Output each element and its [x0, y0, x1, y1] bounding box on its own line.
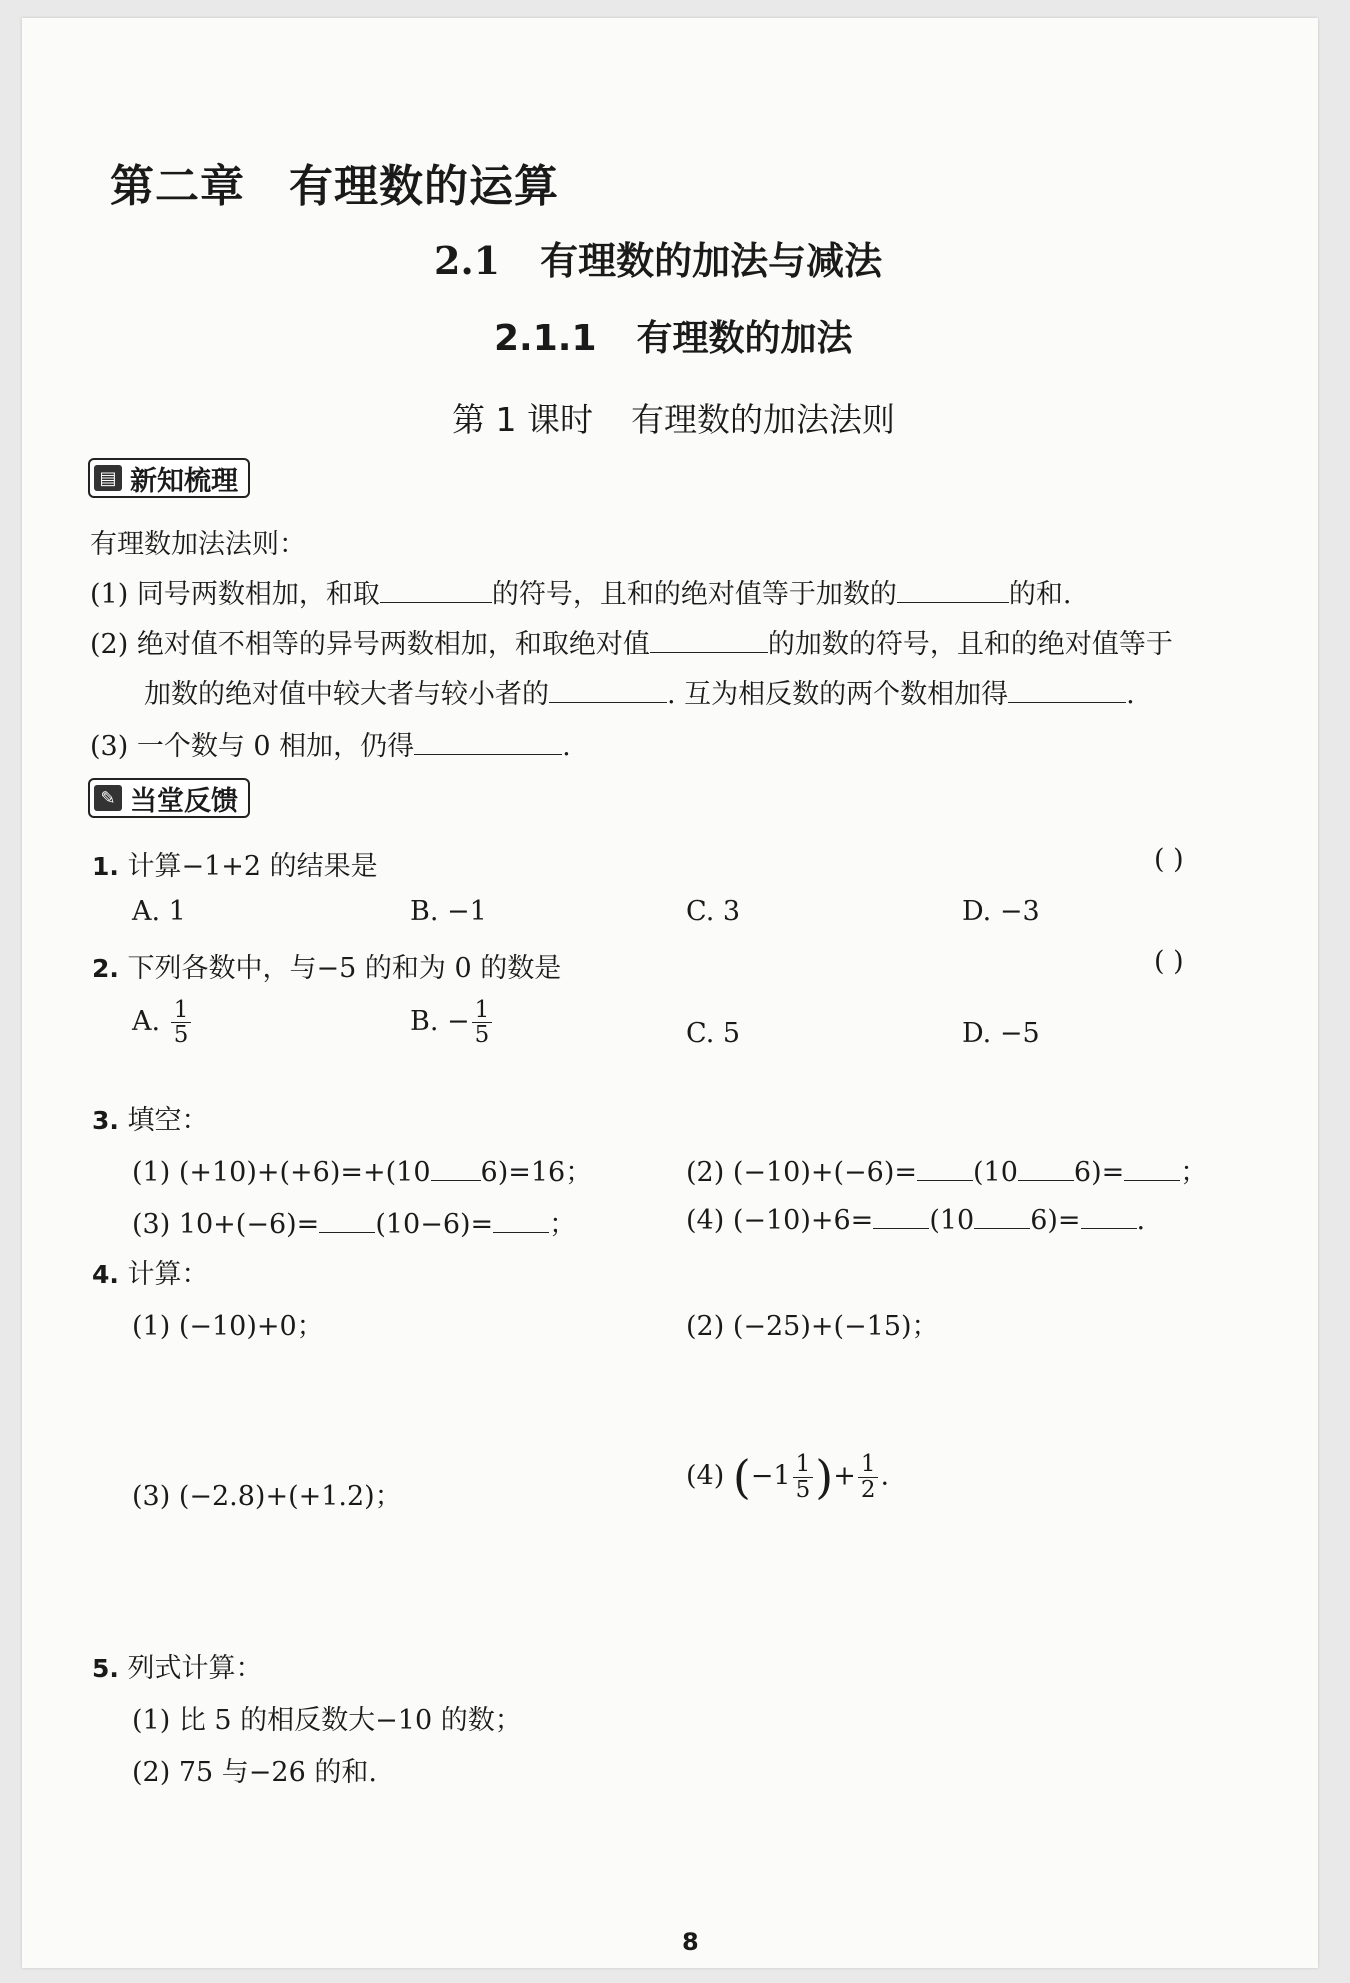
rule-3-text-b: . [562, 731, 571, 762]
fill-blank[interactable] [974, 1202, 1030, 1229]
fill-blank[interactable] [1081, 1202, 1137, 1229]
rule-2-cont [144, 672, 1135, 711]
option-2A[interactable] [132, 998, 193, 1047]
rule-2-text-d: . 互为相反数的两个数相加得 [667, 679, 1009, 710]
numerator: 1 [171, 998, 192, 1023]
denominator: 5 [474, 1022, 490, 1049]
calc-4-1: (1) (−10)+0； [132, 1311, 324, 1342]
fill-3-1 [132, 1150, 592, 1189]
numerator: 1 [858, 1452, 879, 1477]
question-5 [92, 1646, 263, 1685]
feedback-badge [88, 778, 250, 818]
rule-1-text-b: 的符号，且和的绝对值等于加数的 [491, 579, 897, 610]
rule-2-blank-3[interactable] [1008, 676, 1126, 703]
calc-4-2: (2) (−25)+(−15)； [686, 1311, 939, 1342]
question-number: 5. [92, 1654, 119, 1683]
numerator: 1 [793, 1452, 814, 1477]
rule-3 [90, 724, 571, 763]
fill-text: 6)= [1030, 1205, 1081, 1236]
denominator: 2 [860, 1476, 876, 1503]
period: . [880, 1460, 890, 1492]
question-text: 填空： [127, 1105, 209, 1136]
question-text: 计算： [127, 1259, 209, 1290]
knowledge-badge-label: 新知梳理 [130, 465, 238, 497]
question-text: 下列各数中，与−5 的和为 0 的数是 [127, 953, 562, 984]
fill-text: (3) 10+(−6)= [132, 1209, 320, 1240]
fill-text: (10−6)= [375, 1209, 494, 1240]
page [22, 18, 1318, 1968]
rule-3-text-a: (3) 一个数与 0 相加，仍得 [90, 731, 415, 762]
option-2B[interactable] [410, 998, 494, 1047]
fraction [858, 1452, 879, 1501]
rule-2-blank-2[interactable] [549, 676, 667, 703]
question-number: 3. [92, 1106, 119, 1135]
fill-text: 6)=16； [480, 1157, 593, 1188]
answer-paren-1[interactable]: ( ) [1154, 844, 1184, 875]
knowledge-intro: 有理数加法法则： [90, 529, 306, 560]
fill-text: (4) (−10)+6= [686, 1205, 874, 1236]
fill-blank[interactable] [1124, 1154, 1180, 1181]
fill-blank[interactable] [1018, 1154, 1074, 1181]
subsection-number: 2.1.1 [494, 318, 597, 359]
fill-blank[interactable] [431, 1154, 481, 1181]
chapter-title: 有理数的运算 [289, 161, 559, 212]
rule-1-text-a: (1) 同号两数相加，和取 [90, 579, 380, 610]
question-3 [92, 1098, 209, 1137]
calc-4-4 [686, 1450, 889, 1504]
fill-blank[interactable] [873, 1202, 929, 1229]
option-label: B. − [410, 1006, 470, 1038]
rule-1-blank-2[interactable] [897, 576, 1009, 603]
calc-5-2: (2) 75 与−26 的和. [132, 1757, 377, 1788]
subsection-title: 有理数的加法 [636, 318, 853, 359]
subsection-heading [494, 310, 853, 361]
rule-2-text-b: 的加数的符号，且和的绝对值等于 [767, 629, 1173, 660]
question-text: 计算−1+2 的结果是 [127, 851, 378, 882]
rule-2-text-e: . [1126, 679, 1135, 710]
fill-text: 6)= [1073, 1157, 1125, 1188]
rule-1 [90, 572, 1071, 611]
right-paren: ) [815, 1450, 834, 1504]
fraction [171, 998, 192, 1047]
question-2 [92, 946, 561, 985]
page-number: 8 [682, 1928, 699, 1956]
whole-part: −1 [750, 1460, 791, 1492]
calc-5-1: (1) 比 5 的相反数大−10 的数； [132, 1705, 522, 1736]
fill-text: . [1136, 1205, 1146, 1236]
option-2C[interactable]: C. 5 [686, 1018, 741, 1049]
option-1B[interactable]: B. −1 [410, 896, 487, 927]
option-label: A. [132, 1006, 161, 1038]
pen-icon: ✎ [94, 785, 122, 811]
fill-text: (10 [929, 1205, 975, 1236]
fraction [472, 998, 493, 1047]
fill-3-2 [686, 1150, 1207, 1189]
denominator: 5 [173, 1022, 189, 1049]
fill-3-4 [686, 1202, 1145, 1236]
numerator: 1 [472, 998, 493, 1023]
rule-2-text-c: 加数的绝对值中较大者与较小者的 [144, 679, 549, 710]
section-title: 有理数的加法与减法 [540, 238, 883, 283]
fraction [793, 1452, 814, 1501]
rule-2-blank-1[interactable] [650, 626, 768, 653]
fill-text: (1) (+10)+(+6)=+(10 [132, 1157, 431, 1188]
plus-sign: + [833, 1460, 856, 1492]
fill-text: (10 [973, 1157, 1018, 1188]
chapter-heading [110, 150, 559, 214]
fill-blank[interactable] [493, 1206, 549, 1233]
left-paren: ( [732, 1450, 751, 1504]
feedback-badge-label: 当堂反馈 [130, 785, 238, 817]
fill-text: ； [549, 1209, 577, 1240]
question-text: 列式计算： [127, 1653, 263, 1684]
question-number: 2. [92, 954, 119, 983]
question-number: 1. [92, 852, 119, 881]
fill-blank[interactable] [319, 1206, 375, 1233]
fill-blank[interactable] [917, 1154, 973, 1181]
question-number: 4. [92, 1260, 119, 1289]
book-icon: ▤ [94, 465, 122, 491]
section-heading [434, 230, 882, 285]
rule-2-text-a: (2) 绝对值不相等的异号两数相加，和取绝对值 [90, 629, 650, 660]
fill-3-3 [132, 1202, 576, 1241]
option-1C[interactable]: C. 3 [686, 896, 741, 927]
question-1 [92, 844, 378, 883]
rule-1-text-c: 的和. [1008, 579, 1072, 610]
fill-text: (2) (−10)+(−6)= [686, 1157, 917, 1188]
rule-3-blank[interactable] [414, 728, 562, 755]
knowledge-badge [88, 458, 250, 498]
answer-paren-2[interactable]: ( ) [1154, 946, 1184, 977]
lesson-heading [452, 394, 895, 441]
chapter-number: 第二章 [110, 161, 245, 212]
lesson-title: 有理数的加法法则 [630, 400, 895, 439]
rule-1-blank-1[interactable] [380, 576, 492, 603]
rule-2 [90, 622, 1173, 661]
section-number: 2.1 [434, 238, 501, 283]
option-1A[interactable]: A. 1 [132, 896, 186, 927]
calc-4-3: (3) (−2.8)+(+1.2)； [132, 1481, 402, 1512]
item-label: (4) [686, 1460, 725, 1492]
denominator: 5 [795, 1476, 811, 1503]
question-4 [92, 1252, 209, 1291]
fill-text: ； [1180, 1157, 1208, 1188]
option-2D[interactable]: D. −5 [962, 1018, 1040, 1049]
lesson-number: 第 1 课时 [452, 400, 593, 439]
option-1D[interactable]: D. −3 [962, 896, 1040, 927]
